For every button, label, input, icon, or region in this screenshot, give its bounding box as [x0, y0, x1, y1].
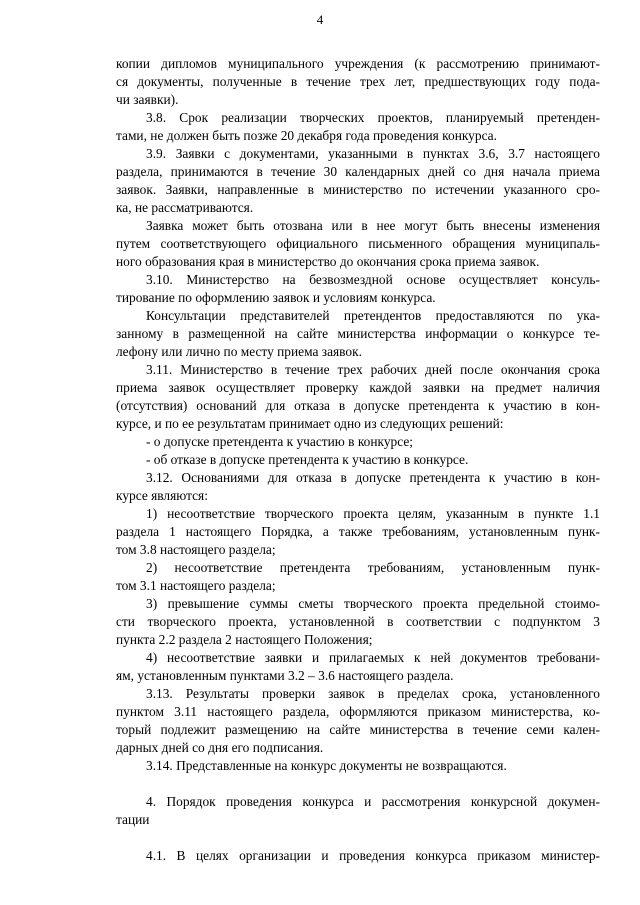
text-line: 4) несоответствие заявки и прилагаемых к ней документов требовани- — [146, 650, 600, 665]
text-line: дарных дней со дня его подписания. — [116, 740, 324, 755]
text-line: тами, не должен быть позже 20 декабря года проведения конкурса. — [116, 128, 497, 143]
text-line: 3.8. Срок реализации творческих проектов, планируемый претенден- — [146, 110, 600, 125]
text-line: ка, не рассматриваются. — [116, 200, 254, 215]
text-line: копии дипломов муниципального учреждения (к рассмотрению принимают- — [116, 56, 600, 71]
text-line: тирование по оформлению заявок и условиям конкурса. — [116, 290, 436, 305]
page-number: 4 — [316, 12, 324, 27]
text-line: ям, установленным пунктами 3.2 – 3.6 настоящего раздела. — [116, 668, 454, 683]
text-line: торый подлежит размещению на сайте министерства в течение семи кален- — [116, 722, 600, 737]
text-line: пункта 2.2 раздела 2 настоящего Положения; — [116, 632, 373, 647]
text-line: 3.13. Результаты проверки заявок в пределах срока, установленного — [146, 686, 600, 701]
text-line: том 3.1 настоящего раздела; — [116, 578, 276, 593]
text-line: заявок. Заявки, направленные в министерство по истечении указанного сро- — [116, 182, 600, 197]
text-line: раздела, принимаются в течение 30 календарных дней со дня начала приема — [116, 164, 600, 179]
text-line: - об отказе в допуске претендента к участию в конкурсе. — [146, 452, 469, 467]
text-line: тации — [116, 812, 150, 827]
text-line: пунктом 3.11 настоящего раздела, оформляются приказом министерства, ко- — [116, 704, 600, 719]
text-line: курсе являются: — [116, 488, 208, 503]
text-line: занному в размещенной на сайте министерства информации о конкурсе те- — [116, 326, 600, 341]
text-line: 3.14. Представленные на конкурс документы не возвращаются. — [146, 758, 507, 773]
text-line: курсе, и по ее результатам принимает одно из следующих решений: — [116, 416, 504, 431]
text-line: 4. Порядок проведения конкурса и рассмотрения конкурсной докумен- — [146, 794, 600, 809]
text-line: - о допуске претендента к участию в конкурсе; — [146, 434, 413, 449]
text-line: чи заявки). — [116, 92, 179, 107]
text-line: 3.9. Заявки с документами, указанными в пунктах 3.6, 3.7 настоящего — [146, 146, 600, 161]
text-line: ся документы, полученные в течение трех лет, предшествующих году пода- — [116, 74, 600, 89]
text-line: 3.10. Министерство на безвозмездной основе осуществляет консуль- — [146, 272, 600, 287]
text-line: путем соответствующего официального письменного обращения муниципаль- — [116, 236, 600, 251]
text-line: ного образования края в министерство до окончания срока приема заявок. — [116, 254, 540, 269]
text-line: сти творческого проекта, установленной в соответствии с подпунктом 3 — [116, 614, 600, 629]
text-line: 1) несоответствие творческого проекта целям, указанным в пункте 1.1 — [146, 506, 600, 521]
text-line: 3) превышение суммы сметы творческого проекта предельной стоимо- — [146, 596, 600, 611]
text-line: том 3.8 настоящего раздела; — [116, 542, 276, 557]
text-line: раздела 1 настоящего Порядка, а также требованиям, установленным пунк- — [116, 524, 600, 539]
text-line: Заявка может быть отозвана или в нее могут быть внесены изменения — [146, 218, 600, 233]
text-line: 4.1. В целях организации и проведения конкурса приказом министер- — [146, 848, 600, 863]
text-line: 2) несоответствие претендента требованиям, установленным пунк- — [146, 560, 600, 575]
text-line: 3.11. Министерство в течение трех рабочих дней после окончания срока — [146, 362, 600, 377]
text-line: 3.12. Основаниями для отказа в допуске претендента к участию в кон- — [146, 470, 600, 485]
text-line: Консультации представителей претендентов предоставляются по ука- — [146, 308, 600, 323]
text-line: (отсутствия) оснований для отказа в допуске претендента к участию в кон- — [116, 398, 600, 413]
text-line: приема заявок осуществляет проверку каждой заявки на предмет наличия — [116, 380, 600, 395]
text-line: лефону или лично по месту приема заявок. — [116, 344, 362, 359]
